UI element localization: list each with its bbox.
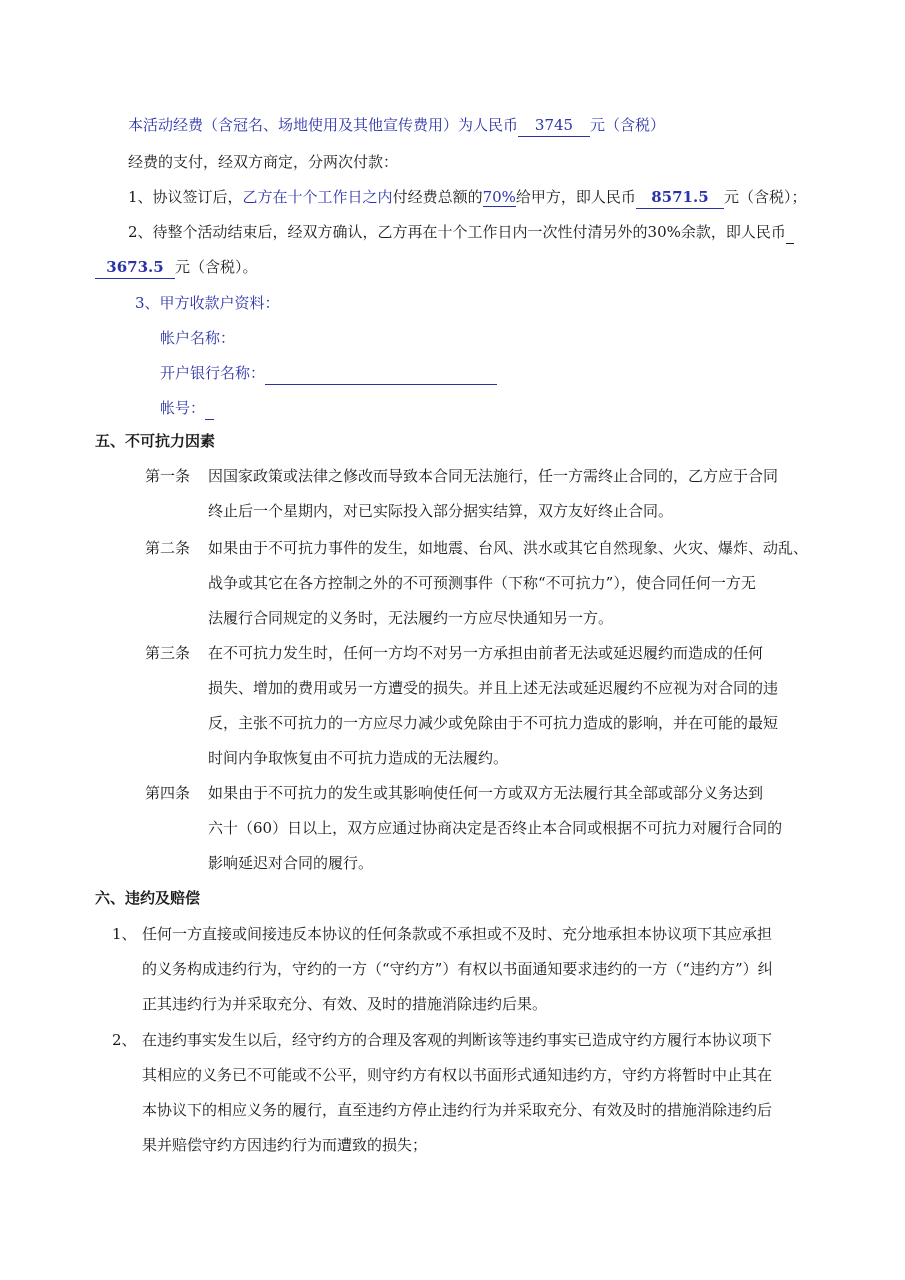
article-4-line-3: 影响延迟对合同的履行。: [208, 854, 374, 872]
payment-item-1: [128, 186, 806, 209]
bank-name-blank: [265, 362, 497, 385]
section-5-title: 五、不可抗力因素: [95, 432, 216, 450]
breach-item-2-line-4: 果并赔偿守约方因违约行为而遭致的损失；: [142, 1136, 428, 1154]
section-6-title: 六、违约及赔偿: [95, 889, 201, 907]
article-2-line-1: 如果由于不可抗力事件的发生，如地震、台风、洪水或其它自然现象、火灾、爆炸、动乱、: [208, 539, 809, 557]
payment-item-2-blank: [786, 221, 794, 244]
breach-item-1-line-1: 任何一方直接或间接违反本协议的任何条款或不承担或不及时、充分地承担本协议项下其应承担: [142, 925, 773, 943]
payment-item-1-text: 付经费总额的: [392, 188, 483, 206]
article-2-label: 第二条: [145, 539, 191, 557]
article-2-line-2: 战争或其它在各方控制之外的不可预测事件（下称“不可抗力”），使合同任何一方无: [208, 574, 756, 592]
article-3-line-3: 反，主张不可抗力的一方应尽力减少或免除由于不可抗力造成的影响，并在可能的最短: [208, 714, 779, 732]
article-3-line-2: 损失、增加的费用或另一方遭受的损失。并且上述无法或延迟履约不应视为对合同的违: [208, 679, 779, 697]
breach-item-2-number: 2、: [112, 1031, 137, 1049]
payment-item-2-suffix: 元（含税）。: [175, 258, 258, 276]
breach-item-2-line-3: 本协议下的相应义务的履行，直至违约方停止违约行为并采取充分、有效及时的措施消除违约后: [142, 1101, 773, 1119]
payment-item-2: [128, 221, 794, 244]
payment-total-amount: 3745: [518, 114, 590, 137]
article-4-line-1: 如果由于不可抗力的发生或其影响使任何一方或双方无法履行其全部或部分义务达到: [208, 784, 764, 802]
article-1-label: 第一条: [145, 467, 191, 485]
breach-item-2-line-1: 在违约事实发生以后，经守约方的合理及客观的判断该等违约事实已造成守约方履行本协议项下: [142, 1031, 773, 1049]
breach-item-1-line-2: 的义务构成违约行为，守约的一方（“守约方”）有权以书面通知要求违约的一方（“违约方”）纠: [142, 960, 773, 978]
account-number-label: 帐号：: [160, 399, 206, 417]
bank-name-label: 开户银行名称：: [160, 364, 266, 382]
payment-item-3: 3、甲方收款户资料：: [135, 294, 280, 312]
account-name-label: 帐户名称：: [160, 329, 236, 347]
payment-item-1-amount: 8571.5: [636, 186, 724, 209]
payment-item-1-text2: 给甲方，即人民币: [515, 188, 636, 206]
breach-item-1-line-3: 正其违约行为并采取充分、有效、及时的措施消除违约后果。: [142, 995, 548, 1013]
payment-total-line: [128, 114, 665, 137]
article-1-line-1: 因国家政策或法律之修改而导致本合同无法施行，任一方需终止合同的，乙方应于合同: [208, 467, 779, 485]
payment-terms-line: 经费的支付，经双方商定，分两次付款：: [128, 153, 399, 171]
payment-total-suffix: 元（含税）: [590, 116, 666, 134]
payment-item-1-percent: 70%: [482, 188, 516, 206]
payment-item-2-cont: [95, 256, 258, 279]
payment-total-text: 本活动经费（含冠名、场地使用及其他宣传费用）为人民币: [128, 116, 519, 134]
article-4-line-2: 六十（60）日以上，双方应通过协商决定是否终止本合同或根据不可抗力对履行合同的: [208, 819, 783, 837]
breach-item-2-line-2: 其相应的义务已不可能或不公平，则守约方有权以书面形式通知违约方，守约方将暂时中止其在: [142, 1066, 773, 1084]
payment-item-2-text: 2、待整个活动结束后，经双方确认，乙方再在十个工作日内一次性付清另外的30%余款，即人民币: [128, 223, 786, 241]
article-3-line-1: 在不可抗力发生时，任何一方均不对另一方承担由前者无法或延迟履约而造成的任何: [208, 644, 764, 662]
article-1-line-2: 终止后一个星期内，对已实际投入部分据实结算，双方友好终止合同。: [208, 502, 674, 520]
article-3-line-4: 时间内争取恢复由不可抗力造成的无法履约。: [208, 749, 509, 767]
article-2-line-3: 法履行合同规定的义务时，无法履约一方应尽快通知另一方。: [208, 609, 614, 627]
breach-item-1-number: 1、: [112, 925, 137, 943]
payment-item-1-prefix: 1、协议签订后，: [128, 188, 243, 206]
payment-item-1-deadline: 乙方在十个工作日之内: [242, 188, 393, 206]
article-4-label: 第四条: [145, 784, 191, 802]
article-3-label: 第三条: [145, 644, 191, 662]
bank-name-row: [160, 362, 497, 385]
account-number-row: [160, 397, 214, 420]
account-number-blank: [205, 397, 214, 420]
payment-item-1-suffix: 元（含税）；: [723, 188, 807, 206]
payment-item-2-amount: 3673.5: [95, 256, 175, 279]
